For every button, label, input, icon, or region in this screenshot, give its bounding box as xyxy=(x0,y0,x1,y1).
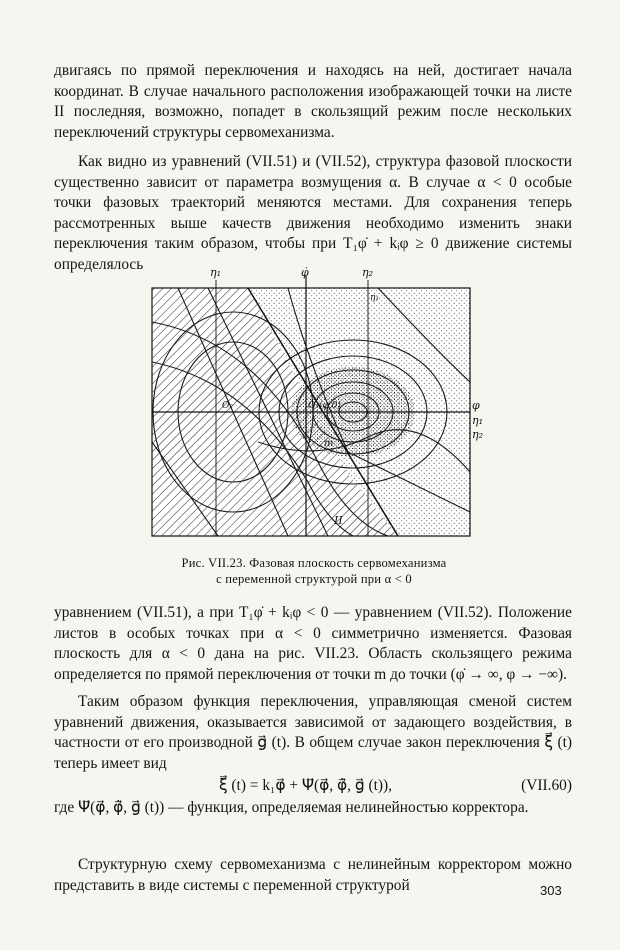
phase-plane-figure xyxy=(138,262,484,546)
figure-caption xyxy=(104,555,524,587)
label-o1: O₁(φ,0) xyxy=(308,401,341,411)
label-m: m xyxy=(324,438,334,449)
label-eta1-inner: η₁ xyxy=(370,293,379,303)
label-phidot: φ̇ xyxy=(301,266,309,279)
paragraph-intro: двигаясь по прямой переключения и находясь на ней, достигает начала координат. В случае начального расположения изображающей точки на листе II последняя, возможно, попадет в скользящий режим после нескольких переключений структуры сервомеханизма. xyxy=(54,62,572,141)
equation-number: (VII.60) xyxy=(521,777,572,794)
label-eta1-right: η₁ xyxy=(472,414,483,427)
paragraph-equation-usage: уравнением (VII.51), а при T₁φ̇ + kᵢφ < 0 — уравнением (VII.52). Положение листов в особых точках при α < 0 симметрично изменяется. Фазовая плоскость для α < 0 дана на рис. VII.23. Область скользящего режима определяется по прямой переключения от точки m до точки (φ̇ → ∞, φ → −∞). xyxy=(54,604,572,683)
page-number: 303 xyxy=(540,883,562,898)
label-phi: φ xyxy=(472,399,480,412)
paragraph-switching-function: Таким образом функция переключения, управляющая сменой систем уравнений движения, оказывается зависимой от задающего воздействия, в частности от его производной g⃗ (t). В общем случае закон переключения ξ⃗ (t) теперь имеет вид xyxy=(54,693,572,772)
equation-formula: ξ⃗ (t) = k₁φ⃗ + Ψ⃗(φ⃗, φ⃗̇, g⃗ (t)), xyxy=(219,777,392,794)
paragraph-structural-scheme: Структурную схему сервомеханизма с нелинейным корректором можно представить в виде системы с переменной структурой xyxy=(54,856,572,894)
paragraph-psi-definition: где Ψ⃗(φ⃗, φ⃗̇, g⃗ (t)) — функция, определяемая нелинейностью корректора. xyxy=(54,799,529,816)
phase-plane-svg xyxy=(138,262,484,546)
label-eta2-top: η₂ xyxy=(362,266,373,279)
label-o2: O₂ xyxy=(222,401,233,411)
caption-line-1: Рис. VII.23. Фазовая плоскость сервомеханизма xyxy=(181,556,447,570)
label-eta2-right: η₂ xyxy=(472,428,483,441)
caption-line-2: с переменной структурой при α < 0 xyxy=(216,572,412,586)
label-sheet-ii: II xyxy=(334,514,343,527)
label-eta1-top: η₁ xyxy=(210,266,221,279)
paragraph-structure: Как видно из уравнений (VII.51) и (VII.52), структура фазовой плоскости существенно зависит от параметра возмущения α. В случае α < 0 особые точки фазовых траекторий меняются местами. Для сохранения теперь рассмотренных выше качеств движения необходимо изменить знаки переключения таким образом, чтобы при T₁φ̇ + kᵢφ ≥ 0 движение системы определялось xyxy=(54,153,572,273)
